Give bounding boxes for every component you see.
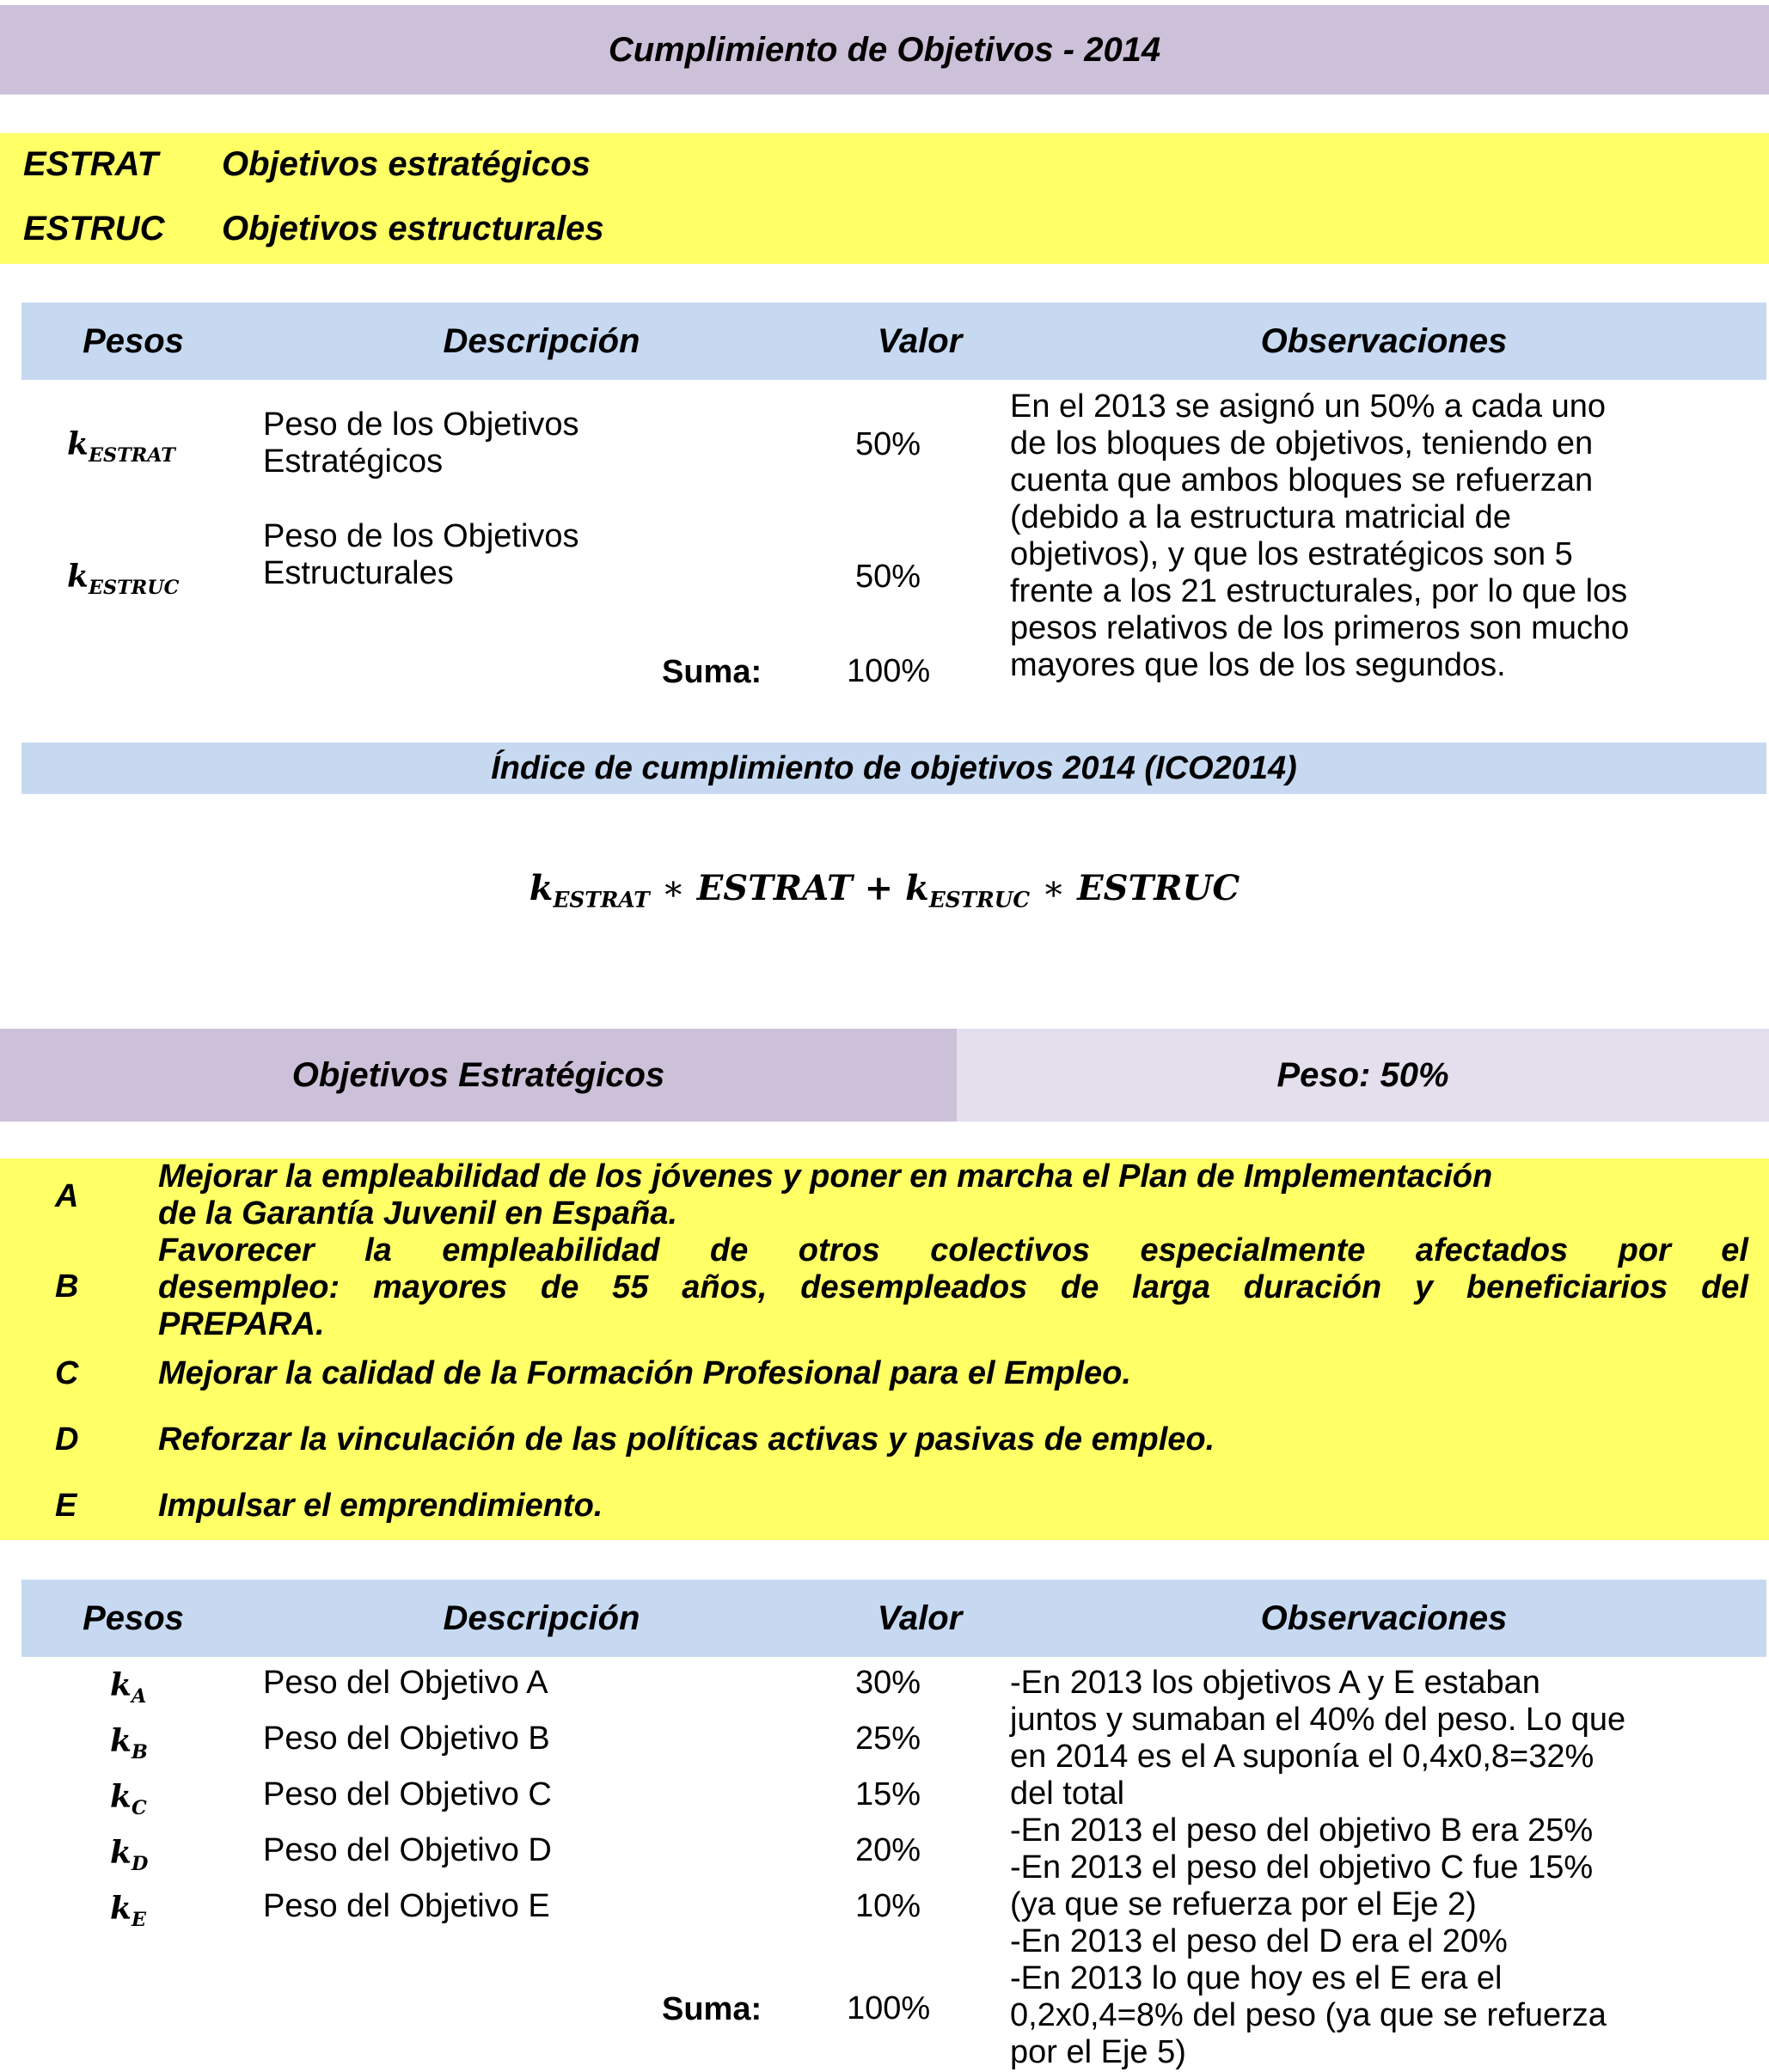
observations-text: -En 2013 los objetivos A y E estaban juntos y sumaban el 40% del peso. Lo que en 2014 es el A suponía el 0,4x0,8=32% del total -En 2013 el peso del objetivo B era 25% -En 2013 el peso del objetivo C fue 15% (ya que se refuerza por el Eje 2) -En 2013 el peso del D era el 20% -En 2013 lo que hoy es el E era el 0,2x0,4=8% del peso (ya que se refuerza por el Eje 5) xyxy=(1010,1665,1626,2070)
strategic-weight: Peso: 50% xyxy=(1276,1055,1449,1094)
page-title: Cumplimiento de Objetivos - 2014 xyxy=(608,30,1161,69)
weight-symbol: $k_E$ xyxy=(110,1891,146,1931)
col-header-observaciones: Observaciones xyxy=(1260,321,1508,360)
weight-description: Peso del Objetivo B xyxy=(263,1721,550,1757)
ico-formula: $k_{ESTRAT}$ ∗ ESTRAT + $k_{ESTRUC}$ ∗ ESTRUC xyxy=(529,868,1240,913)
objective-letter: E xyxy=(55,1488,77,1524)
weight-symbol: $k_A$ xyxy=(110,1667,147,1708)
definition-label: Objetivos estructurales xyxy=(222,210,604,248)
objectives-box xyxy=(0,1158,1769,1540)
weight-symbol: $k_D$ xyxy=(110,1835,149,1875)
observations-text: En el 2013 se asignó un 50% a cada uno de los bloques de objetivos, teniendo en cuenta que ambos bloques se refuerzan (debido a la estructura matricial de objetivos), y que los estratégicos son 5 frente a los 21 estructurales, por lo que los pesos relativos de los primeros son mucho mayores que los de los segundos. xyxy=(1010,388,1630,683)
weight-symbol: $k_C$ xyxy=(110,1779,147,1819)
weight-symbol: $k_B$ xyxy=(110,1723,148,1763)
col-header-valor: Valor xyxy=(877,1598,963,1637)
sum-label: Suma: xyxy=(662,654,762,690)
objective-letter: D xyxy=(55,1421,79,1458)
definition-label: Objetivos estratégicos xyxy=(222,145,591,183)
weight-value: 50% xyxy=(855,426,921,462)
col-header-pesos: Pesos xyxy=(83,321,184,360)
weight-value: 20% xyxy=(855,1832,921,1868)
table2-header xyxy=(21,1580,1766,1657)
index-title: Índice de cumplimiento de objetivos 2014 (ICO2014) xyxy=(491,749,1297,786)
objective-text: Reforzar la vinculación de las políticas activas y pasivas de empleo. xyxy=(158,1421,1215,1458)
objective-text: Mejorar la calidad de la Formación Profesional para el Empleo. xyxy=(158,1355,1131,1391)
objective-text: Favorecer la empleabilidad de otros colectivos especialmente afectados por el desempleo: mayores de 55 años, desempleados de larga duración y beneficiarios del PREPARA. xyxy=(158,1232,1748,1342)
objective-letter: B xyxy=(55,1268,79,1305)
sum-value: 100% xyxy=(847,1990,931,2026)
strategic-title: Objetivos Estratégicos xyxy=(291,1055,665,1094)
strategic-title-band xyxy=(0,1029,957,1122)
index-band xyxy=(21,743,1766,794)
weight-value: 50% xyxy=(855,559,921,595)
col-header-descripcion: Descripción xyxy=(443,1598,640,1637)
weight-description: Peso del Objetivo C xyxy=(263,1776,552,1812)
weight-value: 30% xyxy=(855,1665,921,1701)
weight-value: 25% xyxy=(855,1721,921,1757)
weight-description: Peso del Objetivo D xyxy=(263,1832,552,1868)
weight-description: Peso del Objetivo E xyxy=(263,1888,550,1924)
weight-description: Peso de los Objetivos Estructurales xyxy=(263,518,579,591)
sum-value: 100% xyxy=(847,653,931,689)
definition-code: ESTRUC xyxy=(23,210,165,248)
weight-symbol: $k_{ESTRAT}$ xyxy=(67,426,175,467)
objective-text: Mejorar la empleabilidad de los jóvenes y poner en marcha el Plan de Implementación de la Garantía Juvenil en España. xyxy=(158,1158,1493,1232)
weight-value: 10% xyxy=(855,1888,921,1924)
col-header-pesos: Pesos xyxy=(83,1598,184,1637)
col-header-descripcion: Descripción xyxy=(443,321,640,360)
col-header-observaciones: Observaciones xyxy=(1260,1598,1508,1637)
definitions-box xyxy=(0,133,1769,264)
objective-text: Impulsar el emprendimiento. xyxy=(158,1488,603,1524)
title-band xyxy=(0,5,1769,95)
weight-value: 15% xyxy=(855,1776,921,1812)
col-header-valor: Valor xyxy=(877,321,963,360)
definition-code: ESTRAT xyxy=(23,145,159,183)
table1-header xyxy=(21,303,1766,380)
weight-description: Peso del Objetivo A xyxy=(263,1665,548,1701)
sum-label: Suma: xyxy=(662,1991,762,2027)
weight-description: Peso de los Objetivos Estratégicos xyxy=(263,406,579,480)
weight-symbol: $k_{ESTRUC}$ xyxy=(67,559,180,599)
objective-letter: C xyxy=(55,1355,79,1391)
strategic-weight-band xyxy=(957,1029,1769,1122)
objective-letter: A xyxy=(55,1178,79,1214)
